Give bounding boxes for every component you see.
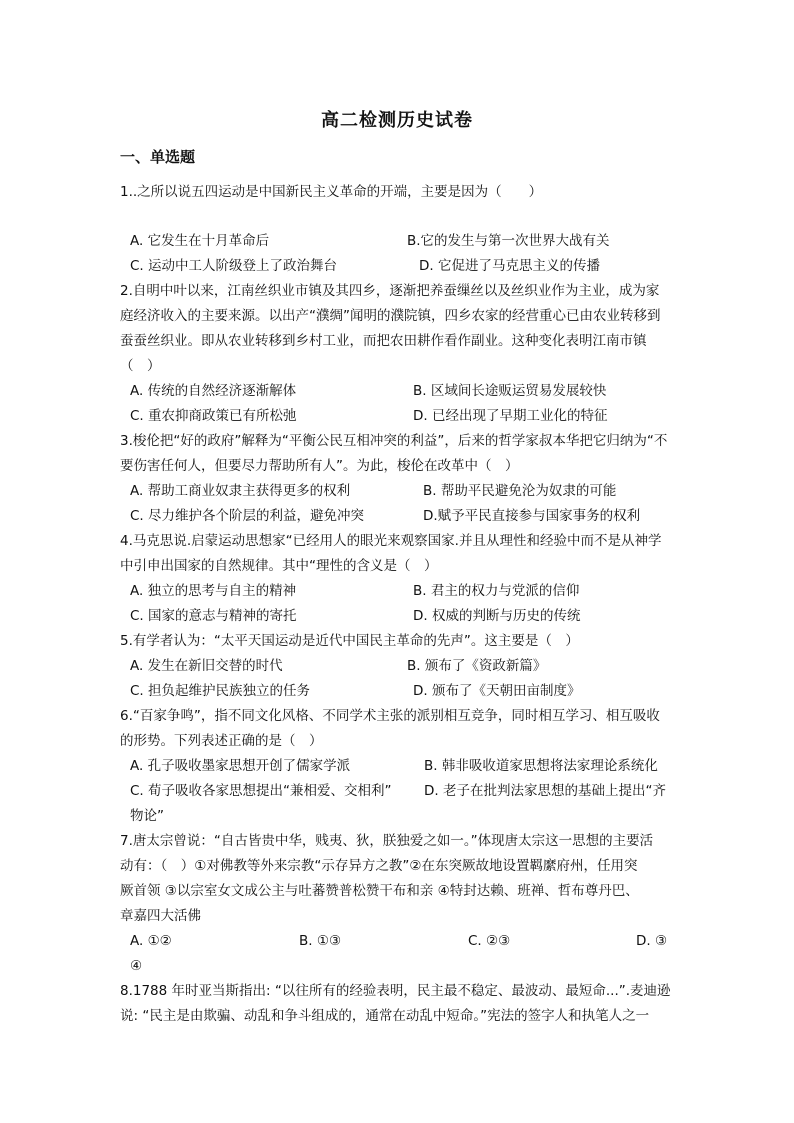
question-5-line-1: 5.有学者认为：“太平天国运动是近代中国民主革命的先声”。这主要是（ ） — [120, 633, 579, 649]
question-7-option-d: D. ③ — [636, 933, 668, 949]
question-3-option-c: C. 尽力维护各个阶层的利益，避免冲突 — [130, 508, 365, 524]
question-7-option-b: B. ①③ — [299, 933, 342, 949]
question-3-line-2: 要伤害任何人，但要尽力帮助所有人”。为此，梭伦在改革中（ ） — [120, 458, 519, 474]
question-1-option-b: B.它的发生与第一次世界大战有关 — [407, 233, 610, 249]
question-2-option-c: C. 重农抑商政策已有所松弛 — [130, 408, 297, 424]
question-2-line-3: 蚕蚕丝织业。即从农业转移到乡村工业，而把农田耕作看作副业。这种变化表明江南市镇 — [120, 333, 647, 349]
exam-title: 高二检测历史试卷 — [321, 110, 473, 131]
question-7-line-4: 章嘉四大活佛 — [120, 908, 201, 924]
question-5-option-a: A. 发生在新旧交替的时代 — [130, 658, 283, 674]
question-7-option-a: A. ①② — [130, 933, 172, 949]
question-5-option-d: D. 颁布了《天朝田亩制度》 — [413, 683, 581, 699]
question-6-option-c: C. 荀子吸收各家思想提出“兼相爱、交相利” — [130, 783, 392, 799]
question-6-option-a: A. 孔子吸收墨家思想开创了儒家学派 — [130, 758, 351, 774]
question-3-line-1: 3.梭伦把“好的政府”解释为“平衡公民互相冲突的利益”，后来的哲学家叔本华把它归纳为“不 — [120, 433, 668, 449]
question-4-line-2: 中引申出国家的自然规律。其中“理性的含义是（ ） — [120, 558, 438, 574]
section-heading: 一、单选题 — [120, 148, 196, 166]
question-7-line-1: 7.唐太宗曾说：“自古皆贵中华，贱夷、狄，朕独爱之如一。”体现唐太宗这一思想的主要活 — [120, 833, 654, 849]
question-2-line-2: 庭经济收入的主要来源。以出产“濮绸”闻明的濮院镇，四乡农家的经营重心已由农业转移到 — [120, 308, 661, 324]
question-1-option-c: C. 运动中工人阶级登上了政治舞台 — [130, 258, 338, 274]
question-4-option-c: C. 国家的意志与精神的寄托 — [130, 608, 297, 624]
question-7-option-c: C. ②③ — [468, 933, 511, 949]
question-6-option-d-continued: 物论” — [130, 808, 164, 824]
question-8-line-2: 说: “民主是由欺骗、动乱和争斗组成的，通常在动乱中短命。”宪法的签字人和执笔人之一 — [120, 1008, 650, 1024]
question-5-option-c: C. 担负起维护民族独立的任务 — [130, 683, 311, 699]
question-3-option-b: B. 帮助平民避免沦为奴隶的可能 — [423, 483, 617, 499]
question-3-option-a: A. 帮助工商业奴隶主获得更多的权利 — [130, 483, 351, 499]
question-5-option-b: B. 颁布了《资政新篇》 — [407, 658, 547, 674]
question-2-option-a: A. 传统的自然经济逐渐解体 — [130, 383, 297, 399]
question-4-option-a: A. 独立的思考与自主的精神 — [130, 583, 297, 599]
question-7-line-2: 动有：（ ）①对佛教等外来宗教“示存异方之教”②在东突厥故地设置羁縻府州，任用突 — [120, 858, 638, 874]
question-2-option-d: D. 已经出现了早期工业化的特征 — [413, 408, 608, 424]
question-6-option-b: B. 韩非吸收道家思想将法家理论系统化 — [424, 758, 658, 774]
question-3-option-d: D.赋予平民直接参与国家事务的权利 — [423, 508, 641, 524]
question-4-line-1: 4.马克思说.启蒙运动思想家“已经用人的眼光来观察国家.并且从理性和经验中而不是从神学 — [120, 533, 662, 549]
question-6-line-1: 6.“百家争鸣”，指不同文化风格、不同学术主张的派别相互竞争，同时相互学习、相互吸收 — [120, 708, 660, 724]
question-7-line-3: 厥首领 ③以宗室女文成公主与吐蕃赞普松赞干布和亲 ④特封达赖、班禅、哲布尊丹巴、 — [120, 883, 639, 899]
question-2-line-1: 2.自明中叶以来，江南丝织业市镇及其四乡，逐渐把养蚕缫丝以及丝织业作为主业，成为家 — [120, 283, 660, 299]
question-7-option-d-continued: ④ — [130, 958, 143, 974]
question-2-option-b: B. 区域间长途贩运贸易发展较快 — [413, 383, 607, 399]
question-1-stem: 1..之所以说五四运动是中国新民主义革命的开端，主要是因为（ ） — [120, 184, 543, 200]
question-6-line-2: 的形势。下列表述正确的是（ ） — [120, 733, 323, 749]
question-1-option-d: D. 它促进了马克思主义的传播 — [419, 258, 600, 274]
question-2-line-4: （ ） — [120, 358, 161, 374]
question-4-option-d: D. 权威的判断与历史的传统 — [413, 608, 581, 624]
question-4-option-b: B. 君主的权力与党派的信仰 — [413, 583, 580, 599]
question-8-line-1: 8.1788 年时亚当斯指出: “以往所有的经验表明，民主最不稳定、最波动、最短命...”.麦迪逊 — [120, 983, 671, 999]
question-6-option-d: D. 老子在批判法家思想的基础上提出“齐 — [424, 783, 666, 799]
question-1-option-a: A. 它发生在十月革命后 — [130, 233, 270, 249]
